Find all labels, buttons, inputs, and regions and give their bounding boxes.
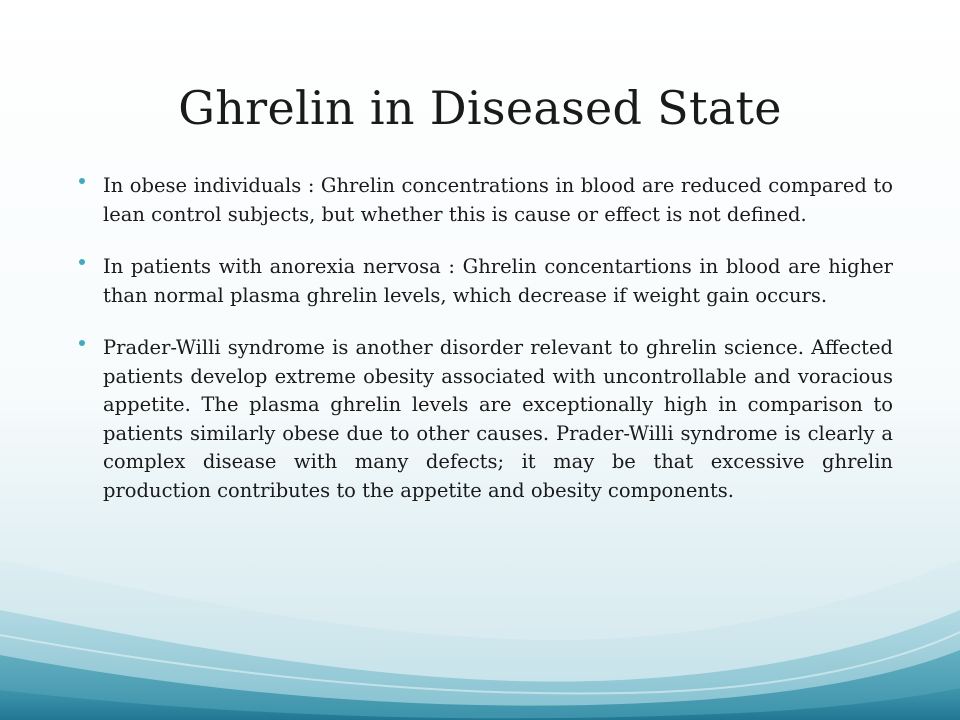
bullet-text: Prader-Willi syndrome is another disorder relevant to ghrelin science. Affected patients develop extreme obesity associated with uncontrollable and voracious appetite. The plasma ghrelin levels are exceptionally high in comparison to patients similarly obese due to other causes. Prader-Willi syndrome is clearly a complex disease with many defects; it may be that excessive ghrelin production contributes to the appetite and obesity components.: [103, 336, 893, 502]
bullet-item-prader-willi: [103, 334, 893, 505]
bullet-dot-icon: [79, 259, 85, 265]
bullet-list: [103, 172, 893, 529]
bullet-text: In obese individuals : Ghrelin concentrations in blood are reduced compared to lean control subjects, but whether this is cause or effect is not defined.: [103, 174, 893, 226]
slide-title: Ghrelin in Diseased State: [178, 81, 782, 135]
bullet-dot-icon: [79, 178, 85, 184]
bullet-dot-icon: [79, 340, 85, 346]
bullet-text: In patients with anorexia nervosa : Ghrelin concentartions in blood are higher than normal plasma ghrelin levels, which decrease if weight gain occurs.: [103, 255, 893, 307]
bullet-item-anorexia: [103, 253, 893, 310]
bullet-item-obese: [103, 172, 893, 229]
